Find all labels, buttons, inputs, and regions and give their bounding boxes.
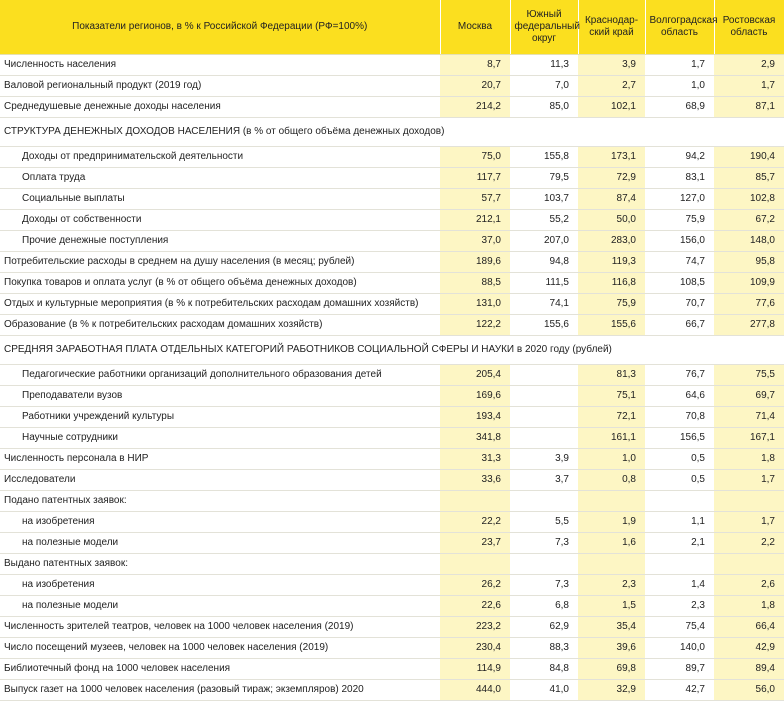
- cell-value: 2,7: [578, 76, 645, 97]
- cell-value: 72,9: [578, 168, 645, 189]
- cell-value: 283,0: [578, 231, 645, 252]
- cell-value: 62,9: [510, 617, 578, 638]
- cell-value: 111,5: [510, 273, 578, 294]
- cell-value: 76,7: [645, 365, 714, 386]
- cell-value: 127,0: [645, 189, 714, 210]
- cell-value: 7,0: [510, 76, 578, 97]
- cell-value: 2,1: [645, 533, 714, 554]
- row-label: Доходы от предпринимательской деятельности: [0, 147, 440, 168]
- cell-value: 75,4: [645, 617, 714, 638]
- row-label: Подано патентных заявок:: [0, 491, 440, 512]
- cell-value: 155,8: [510, 147, 578, 168]
- cell-value: 148,0: [714, 231, 784, 252]
- cell-value: 0,5: [645, 449, 714, 470]
- cell-value: 89,4: [714, 659, 784, 680]
- cell-value: 109,9: [714, 273, 784, 294]
- cell-value: 85,0: [510, 97, 578, 118]
- cell-value: 103,7: [510, 189, 578, 210]
- cell-value: 140,0: [645, 638, 714, 659]
- cell-value: 1,7: [714, 470, 784, 491]
- cell-value: 341,8: [440, 428, 510, 449]
- cell-value: 1,1: [645, 512, 714, 533]
- cell-value: 2,3: [578, 575, 645, 596]
- cell-value: 87,1: [714, 97, 784, 118]
- cell-value: 5,5: [510, 512, 578, 533]
- table-row: [0, 365, 784, 386]
- cell-value: 7,3: [510, 533, 578, 554]
- cell-value: 50,0: [578, 210, 645, 231]
- table-row: [0, 147, 784, 168]
- cell-value: 117,7: [440, 168, 510, 189]
- cell-value: [510, 407, 578, 428]
- cell-value: [714, 554, 784, 575]
- table-row: [0, 428, 784, 449]
- table-row: [0, 449, 784, 470]
- cell-value: 8,7: [440, 55, 510, 76]
- cell-value: 20,7: [440, 76, 510, 97]
- cell-value: [578, 491, 645, 512]
- table-row: [0, 315, 784, 336]
- column-header-krasnodar: Краснодар-ский край: [578, 0, 645, 55]
- row-label: Педагогические работники организаций дополнительного образования детей: [0, 365, 440, 386]
- section-title: СРЕДНЯЯ ЗАРАБОТНАЯ ПЛАТА ОТДЕЛЬНЫХ КАТЕГОРИЙ РАБОТНИКОВ СОЦИАЛЬНОЙ СФЕРЫ И НАУКИ в 2020 году (рублей): [0, 336, 784, 365]
- table-row: [0, 168, 784, 189]
- table-row: [0, 512, 784, 533]
- row-label: Библиотечный фонд на 1000 человек населения: [0, 659, 440, 680]
- cell-value: 6,8: [510, 596, 578, 617]
- cell-value: 72,1: [578, 407, 645, 428]
- cell-value: 79,5: [510, 168, 578, 189]
- table-row: [0, 252, 784, 273]
- cell-value: 31,3: [440, 449, 510, 470]
- column-header-volgograd: Волгоградская область: [645, 0, 714, 55]
- cell-value: 155,6: [578, 315, 645, 336]
- cell-value: 87,4: [578, 189, 645, 210]
- cell-value: 1,5: [578, 596, 645, 617]
- cell-value: 2,3: [645, 596, 714, 617]
- cell-value: 122,2: [440, 315, 510, 336]
- cell-value: 207,0: [510, 231, 578, 252]
- cell-value: 75,9: [645, 210, 714, 231]
- table-row: [0, 617, 784, 638]
- cell-value: 23,7: [440, 533, 510, 554]
- cell-value: 2,6: [714, 575, 784, 596]
- cell-value: 1,7: [714, 76, 784, 97]
- cell-value: 88,3: [510, 638, 578, 659]
- row-label: Число посещений музеев, человек на 1000 человек населения (2019): [0, 638, 440, 659]
- cell-value: 131,0: [440, 294, 510, 315]
- row-label: Среднедушевые денежные доходы населения: [0, 97, 440, 118]
- section-header-row: [0, 336, 784, 365]
- cell-value: [645, 554, 714, 575]
- cell-value: 116,8: [578, 273, 645, 294]
- cell-value: 32,9: [578, 680, 645, 701]
- cell-value: 189,6: [440, 252, 510, 273]
- table-body: [0, 55, 784, 701]
- cell-value: 41,0: [510, 680, 578, 701]
- cell-value: 173,1: [578, 147, 645, 168]
- cell-value: 156,0: [645, 231, 714, 252]
- cell-value: 33,6: [440, 470, 510, 491]
- cell-value: 1,4: [645, 575, 714, 596]
- cell-value: 75,0: [440, 147, 510, 168]
- cell-value: 83,1: [645, 168, 714, 189]
- cell-value: 22,2: [440, 512, 510, 533]
- cell-value: 0,5: [645, 470, 714, 491]
- cell-value: 1,0: [645, 76, 714, 97]
- cell-value: 84,8: [510, 659, 578, 680]
- section-header-row: [0, 118, 784, 147]
- cell-value: 67,2: [714, 210, 784, 231]
- cell-value: 1,0: [578, 449, 645, 470]
- row-label: Численность зрителей театров, человек на 1000 человек населения (2019): [0, 617, 440, 638]
- table-row: [0, 294, 784, 315]
- table-header-row: [0, 0, 784, 55]
- cell-value: [510, 554, 578, 575]
- row-label: Потребительские расходы в среднем на душу населения (в месяц; рублей): [0, 252, 440, 273]
- row-label: на полезные модели: [0, 533, 440, 554]
- cell-value: 66,7: [645, 315, 714, 336]
- cell-value: 161,1: [578, 428, 645, 449]
- cell-value: 1,8: [714, 596, 784, 617]
- row-label: Доходы от собственности: [0, 210, 440, 231]
- column-header-moscow: Москва: [440, 0, 510, 55]
- cell-value: 70,7: [645, 294, 714, 315]
- cell-value: 88,5: [440, 273, 510, 294]
- cell-value: 119,3: [578, 252, 645, 273]
- column-header-south-district: Южный федеральный округ: [510, 0, 578, 55]
- cell-value: 205,4: [440, 365, 510, 386]
- cell-value: 70,8: [645, 407, 714, 428]
- table-row: [0, 533, 784, 554]
- cell-value: 1,7: [714, 512, 784, 533]
- cell-value: 444,0: [440, 680, 510, 701]
- column-header-rostov: Ростовская область: [714, 0, 784, 55]
- cell-value: 81,3: [578, 365, 645, 386]
- cell-value: 74,7: [645, 252, 714, 273]
- cell-value: 2,2: [714, 533, 784, 554]
- table-row: [0, 76, 784, 97]
- cell-value: 95,8: [714, 252, 784, 273]
- row-label: на изобретения: [0, 575, 440, 596]
- cell-value: 35,4: [578, 617, 645, 638]
- cell-value: 156,5: [645, 428, 714, 449]
- row-label: Образование (в % к потребительских расходам домашних хозяйств): [0, 315, 440, 336]
- header-title: Показатели регионов, в % к Российской Федерации (РФ=100%): [0, 0, 440, 55]
- cell-value: [440, 554, 510, 575]
- cell-value: 85,7: [714, 168, 784, 189]
- table-row: [0, 575, 784, 596]
- cell-value: [510, 428, 578, 449]
- cell-value: 212,1: [440, 210, 510, 231]
- table-row: [0, 55, 784, 76]
- cell-value: 42,7: [645, 680, 714, 701]
- row-label: на изобретения: [0, 512, 440, 533]
- cell-value: [578, 554, 645, 575]
- cell-value: 102,1: [578, 97, 645, 118]
- cell-value: 89,7: [645, 659, 714, 680]
- cell-value: 114,9: [440, 659, 510, 680]
- cell-value: 155,6: [510, 315, 578, 336]
- cell-value: 0,8: [578, 470, 645, 491]
- row-label: Выпуск газет на 1000 человек населения (разовый тираж; экземпляров) 2020: [0, 680, 440, 701]
- cell-value: 69,7: [714, 386, 784, 407]
- cell-value: 94,8: [510, 252, 578, 273]
- cell-value: 214,2: [440, 97, 510, 118]
- cell-value: 1,8: [714, 449, 784, 470]
- cell-value: 22,6: [440, 596, 510, 617]
- cell-value: 69,8: [578, 659, 645, 680]
- table-row: [0, 491, 784, 512]
- cell-value: 223,2: [440, 617, 510, 638]
- row-label: Научные сотрудники: [0, 428, 440, 449]
- cell-value: 11,3: [510, 55, 578, 76]
- table-row: [0, 386, 784, 407]
- cell-value: [440, 491, 510, 512]
- row-label: Оплата труда: [0, 168, 440, 189]
- cell-value: 190,4: [714, 147, 784, 168]
- cell-value: 3,7: [510, 470, 578, 491]
- cell-value: 3,9: [578, 55, 645, 76]
- cell-value: 169,6: [440, 386, 510, 407]
- cell-value: 57,7: [440, 189, 510, 210]
- cell-value: 1,9: [578, 512, 645, 533]
- cell-value: 7,3: [510, 575, 578, 596]
- cell-value: 66,4: [714, 617, 784, 638]
- table-row: [0, 97, 784, 118]
- row-label: Социальные выплаты: [0, 189, 440, 210]
- cell-value: 75,5: [714, 365, 784, 386]
- cell-value: [510, 491, 578, 512]
- cell-value: 230,4: [440, 638, 510, 659]
- cell-value: 2,9: [714, 55, 784, 76]
- cell-value: 3,9: [510, 449, 578, 470]
- cell-value: [645, 491, 714, 512]
- section-title: СТРУКТУРА ДЕНЕЖНЫХ ДОХОДОВ НАСЕЛЕНИЯ (в % от общего объёма денежных доходов): [0, 118, 784, 147]
- cell-value: 94,2: [645, 147, 714, 168]
- cell-value: 56,0: [714, 680, 784, 701]
- table-row: [0, 554, 784, 575]
- cell-value: 55,2: [510, 210, 578, 231]
- table-row: [0, 273, 784, 294]
- cell-value: 42,9: [714, 638, 784, 659]
- cell-value: 167,1: [714, 428, 784, 449]
- row-label: Численность персонала в НИР: [0, 449, 440, 470]
- row-label: Численность населения: [0, 55, 440, 76]
- cell-value: [510, 386, 578, 407]
- cell-value: 39,6: [578, 638, 645, 659]
- table-row: [0, 189, 784, 210]
- table-row: [0, 638, 784, 659]
- table-row: [0, 680, 784, 701]
- row-label: Работники учреждений культуры: [0, 407, 440, 428]
- cell-value: 37,0: [440, 231, 510, 252]
- row-label: Валовой региональный продукт (2019 год): [0, 76, 440, 97]
- table-row: [0, 407, 784, 428]
- row-label: Преподаватели вузов: [0, 386, 440, 407]
- table-row: [0, 470, 784, 491]
- row-label: Исследователи: [0, 470, 440, 491]
- row-label: на полезные модели: [0, 596, 440, 617]
- cell-value: 277,8: [714, 315, 784, 336]
- row-label: Покупка товаров и оплата услуг (в % от общего объёма денежных доходов): [0, 273, 440, 294]
- table-row: [0, 210, 784, 231]
- cell-value: [510, 365, 578, 386]
- cell-value: 74,1: [510, 294, 578, 315]
- cell-value: 26,2: [440, 575, 510, 596]
- cell-value: 1,6: [578, 533, 645, 554]
- table-row: [0, 596, 784, 617]
- cell-value: 77,6: [714, 294, 784, 315]
- row-label: Прочие денежные поступления: [0, 231, 440, 252]
- table-row: [0, 659, 784, 680]
- row-label: Выдано патентных заявок:: [0, 554, 440, 575]
- cell-value: 108,5: [645, 273, 714, 294]
- cell-value: 102,8: [714, 189, 784, 210]
- cell-value: 1,7: [645, 55, 714, 76]
- table-row: [0, 231, 784, 252]
- row-label: Отдых и культурные мероприятия (в % к потребительских расходам домашних хозяйств): [0, 294, 440, 315]
- cell-value: 64,6: [645, 386, 714, 407]
- cell-value: 193,4: [440, 407, 510, 428]
- cell-value: 75,1: [578, 386, 645, 407]
- cell-value: 71,4: [714, 407, 784, 428]
- cell-value: [714, 491, 784, 512]
- cell-value: 75,9: [578, 294, 645, 315]
- cell-value: 68,9: [645, 97, 714, 118]
